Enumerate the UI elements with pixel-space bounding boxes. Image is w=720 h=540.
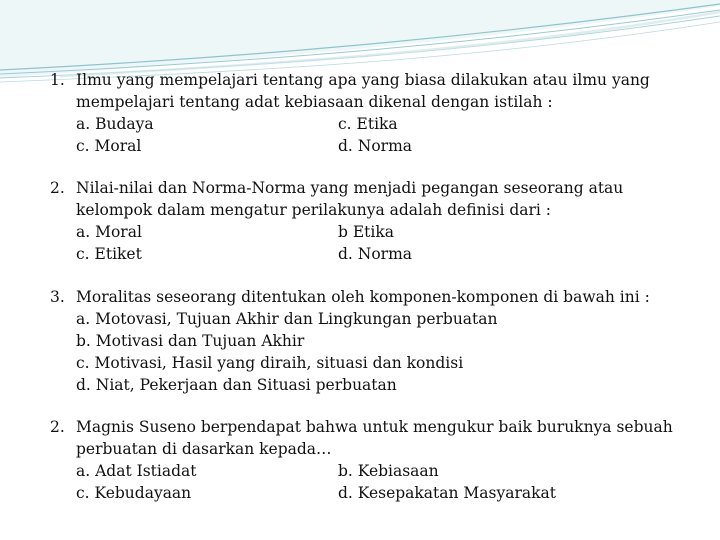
question-text: Nilai-nilai dan Norma-Norma yang menjadi pegangan seseorang atau [76, 179, 624, 197]
question-text: Magnis Suseno berpendapat bahwa untuk mengukur baik buruknya sebuah [76, 418, 673, 436]
answer-option: a. Motovasi, Tujuan Akhir dan Lingkungan perbuatan [76, 310, 498, 328]
answer-option: b Etika [338, 223, 394, 241]
question-number: 2. [50, 179, 65, 197]
question-number: 2. [50, 418, 65, 436]
answer-option: c. Moral [76, 137, 142, 155]
answer-option: a. Budaya [76, 115, 154, 133]
answer-option: d. Norma [338, 137, 413, 155]
question-text: Moralitas seseorang ditentukan oleh komponen-komponen di bawah ini : [76, 288, 650, 306]
answer-option: c. Kebudayaan [76, 484, 192, 502]
question-text: Ilmu yang mempelajari tentang apa yang biasa dilakukan atau ilmu yang [76, 71, 650, 89]
answer-option: a. Moral [76, 223, 142, 241]
answer-option: d. Norma [338, 245, 413, 263]
answer-option: d. Niat, Pekerjaan dan Situasi perbuatan [76, 376, 397, 394]
answer-option: b. Kebiasaan [338, 462, 439, 480]
answer-option: b. Motivasi dan Tujuan Akhir [76, 332, 305, 350]
question-number: 3. [50, 288, 65, 306]
question-number: 1. [50, 71, 65, 89]
question-text: perbuatan di dasarkan kepada… [76, 440, 332, 458]
answer-option: c. Etiket [76, 245, 142, 263]
answer-option: c. Motivasi, Hasil yang diraih, situasi dan kondisi [76, 354, 464, 372]
answer-option: a. Adat Istiadat [76, 462, 197, 480]
question-text: kelompok dalam mengatur perilakunya adalah definisi dari : [76, 201, 552, 219]
answer-option: d. Kesepakatan Masyarakat [338, 484, 556, 502]
question-text: mempelajari tentang adat kebiasaan dikenal dengan istilah : [76, 93, 553, 111]
answer-option: c. Etika [338, 115, 398, 133]
